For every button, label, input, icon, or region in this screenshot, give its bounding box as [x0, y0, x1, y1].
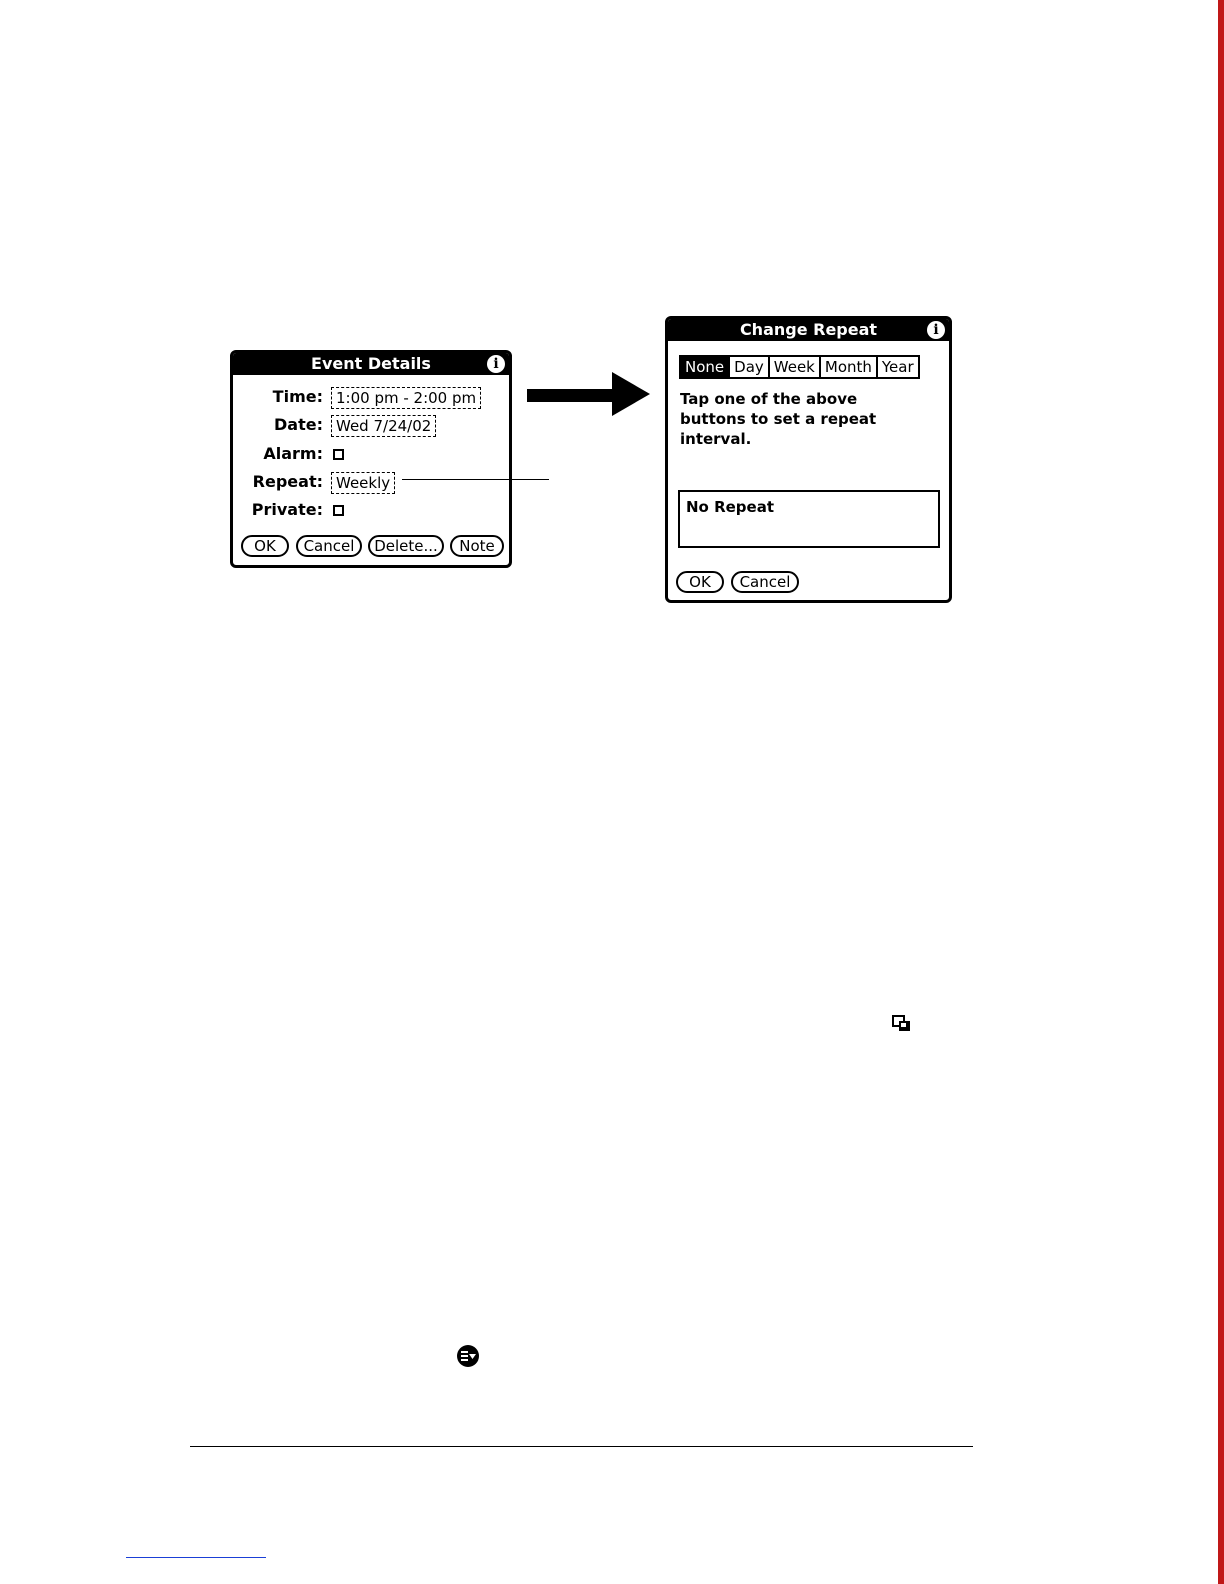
event-details-dialog: [230, 350, 512, 568]
instruction-text: Tap one of the above buttons to set a repeat interval.: [680, 390, 877, 448]
time-label: Time:: [272, 387, 323, 406]
copy-icon: [892, 1015, 912, 1033]
ok-button[interactable]: OK: [676, 571, 724, 593]
private-checkbox[interactable]: [333, 505, 344, 516]
dialog-title: Change Repeat: [739, 320, 878, 339]
delete-button[interactable]: Delete...: [368, 535, 444, 557]
note-button[interactable]: Note: [450, 535, 504, 557]
event-details-titlebar: [233, 353, 509, 375]
info-icon[interactable]: i: [927, 321, 945, 339]
menu-icon: [456, 1344, 480, 1368]
footer-rule: [190, 1446, 973, 1447]
date-label: Date:: [274, 415, 323, 434]
change-repeat-titlebar: [668, 319, 949, 341]
cancel-button[interactable]: Cancel: [731, 571, 799, 593]
repeat-trigger[interactable]: Weekly: [331, 472, 395, 494]
tab-month[interactable]: Month: [821, 357, 878, 377]
time-trigger[interactable]: 1:00 pm - 2:00 pm: [331, 387, 481, 409]
repeat-interval-selector: [679, 355, 920, 379]
tab-week[interactable]: Week: [770, 357, 821, 377]
alarm-label: Alarm:: [263, 444, 323, 463]
repeat-label: Repeat:: [252, 472, 323, 491]
info-icon[interactable]: i: [487, 355, 505, 373]
tab-year[interactable]: Year: [881, 358, 914, 376]
link-underline: [126, 1557, 266, 1558]
dialog-title: Event Details: [311, 354, 431, 373]
right-arrow-icon: [527, 389, 615, 402]
repeat-summary-box: [678, 490, 940, 548]
callout-line: [402, 479, 549, 480]
ok-button[interactable]: OK: [241, 535, 289, 557]
page-edge-bar: [1218, 0, 1224, 1584]
tab-day[interactable]: Day: [730, 357, 770, 377]
cancel-button[interactable]: Cancel: [296, 535, 362, 557]
alarm-checkbox[interactable]: [333, 449, 344, 460]
right-arrow-head-icon: [612, 372, 652, 416]
tab-none[interactable]: None: [681, 357, 730, 377]
private-label: Private:: [251, 500, 323, 519]
repeat-summary-text: No Repeat: [686, 498, 775, 516]
date-trigger[interactable]: Wed 7/24/02: [331, 415, 436, 437]
change-repeat-dialog: [665, 316, 952, 603]
